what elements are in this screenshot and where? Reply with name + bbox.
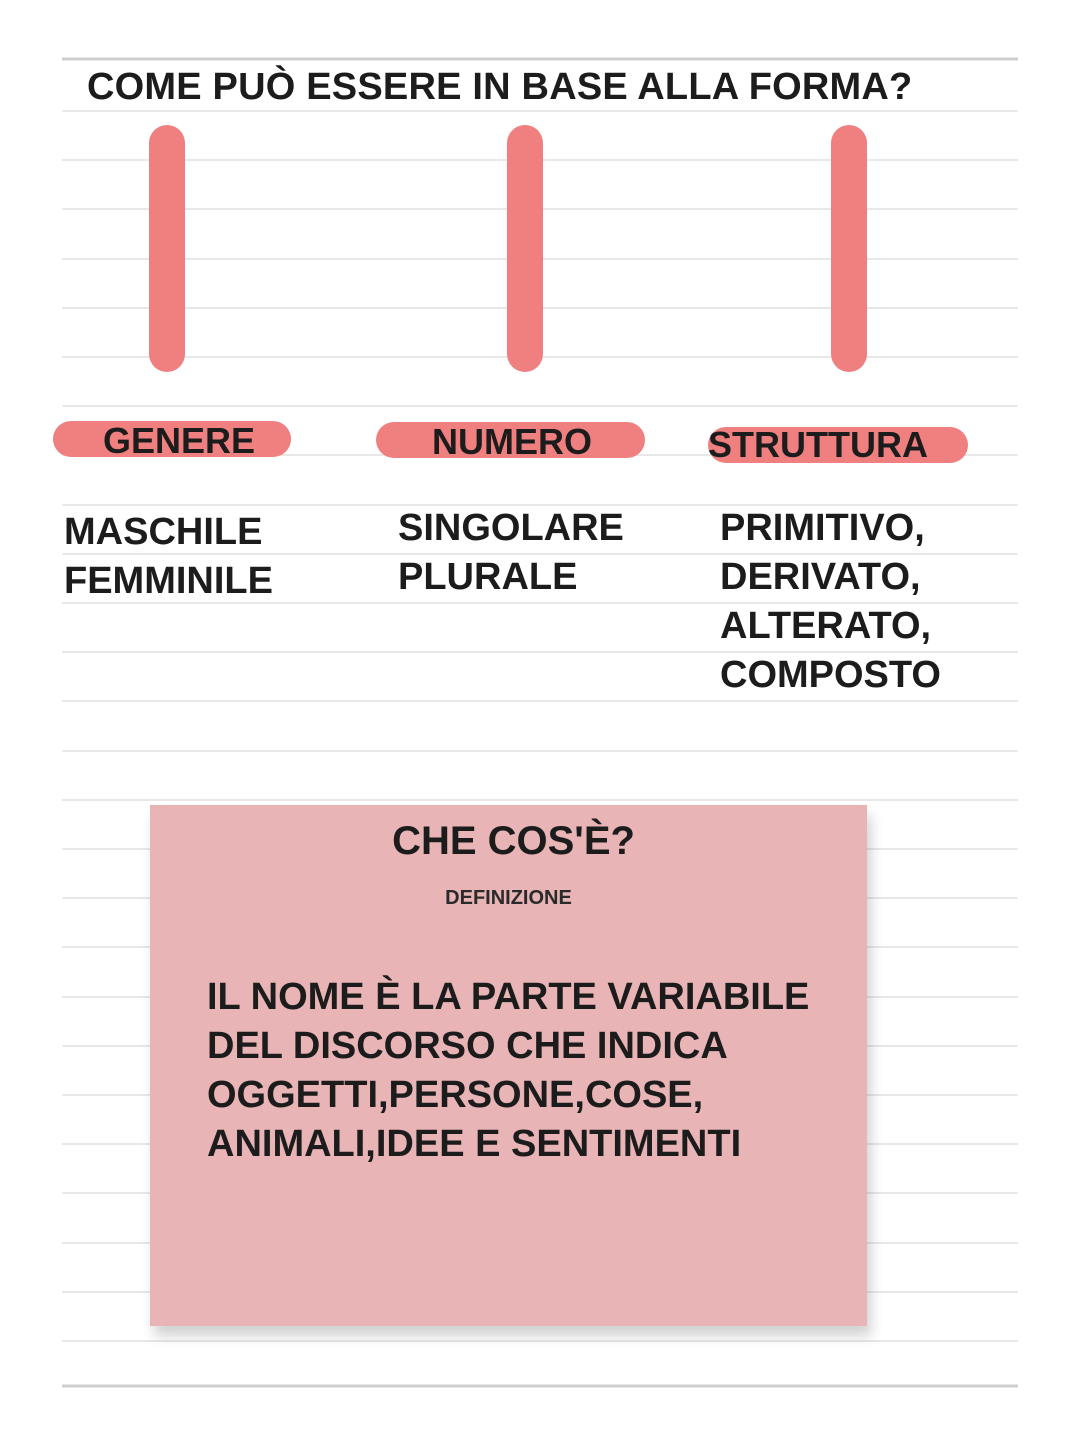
definition-line: OGGETTI,PERSONE,COSE, <box>207 1074 704 1116</box>
connector-stick-struttura <box>831 125 867 372</box>
struttura-values <box>720 504 941 700</box>
struttura-label: STRUTTURA <box>708 424 928 465</box>
connector-stick-genere <box>149 125 185 372</box>
connector-stick-numero <box>507 125 543 372</box>
definition-line: DEL DISCORSO CHE INDICA <box>207 1025 728 1067</box>
definition-card <box>150 805 867 1326</box>
genere-value-item: MASCHILE <box>64 511 263 553</box>
struttura-value-item: DERIVATO, <box>720 556 921 598</box>
genere-label: GENERE <box>103 420 256 461</box>
card-heading: CHE COS'È? <box>392 819 635 863</box>
struttura-value-item: ALTERATO, <box>720 605 932 647</box>
card-subheading: DEFINIZIONE <box>445 887 572 909</box>
genere-value-item: FEMMINILE <box>64 560 273 602</box>
numero-label: NUMERO <box>432 421 592 462</box>
numero-values <box>398 504 624 602</box>
struttura-value-item: PRIMITIVO, <box>720 507 925 549</box>
struttura-value-item: COMPOSTO <box>720 654 941 696</box>
numero-value-item: SINGOLARE <box>398 507 624 549</box>
numero-value-item: PLURALE <box>398 556 578 598</box>
definition-text <box>207 973 857 1169</box>
page-title: COME PUÒ ESSERE IN BASE ALLA FORMA? <box>87 66 913 108</box>
definition-line: ANIMALI,IDEE E SENTIMENTI <box>207 1123 742 1165</box>
definition-line: IL NOME È LA PARTE VARIABILE <box>207 976 810 1018</box>
genere-values <box>64 508 273 606</box>
